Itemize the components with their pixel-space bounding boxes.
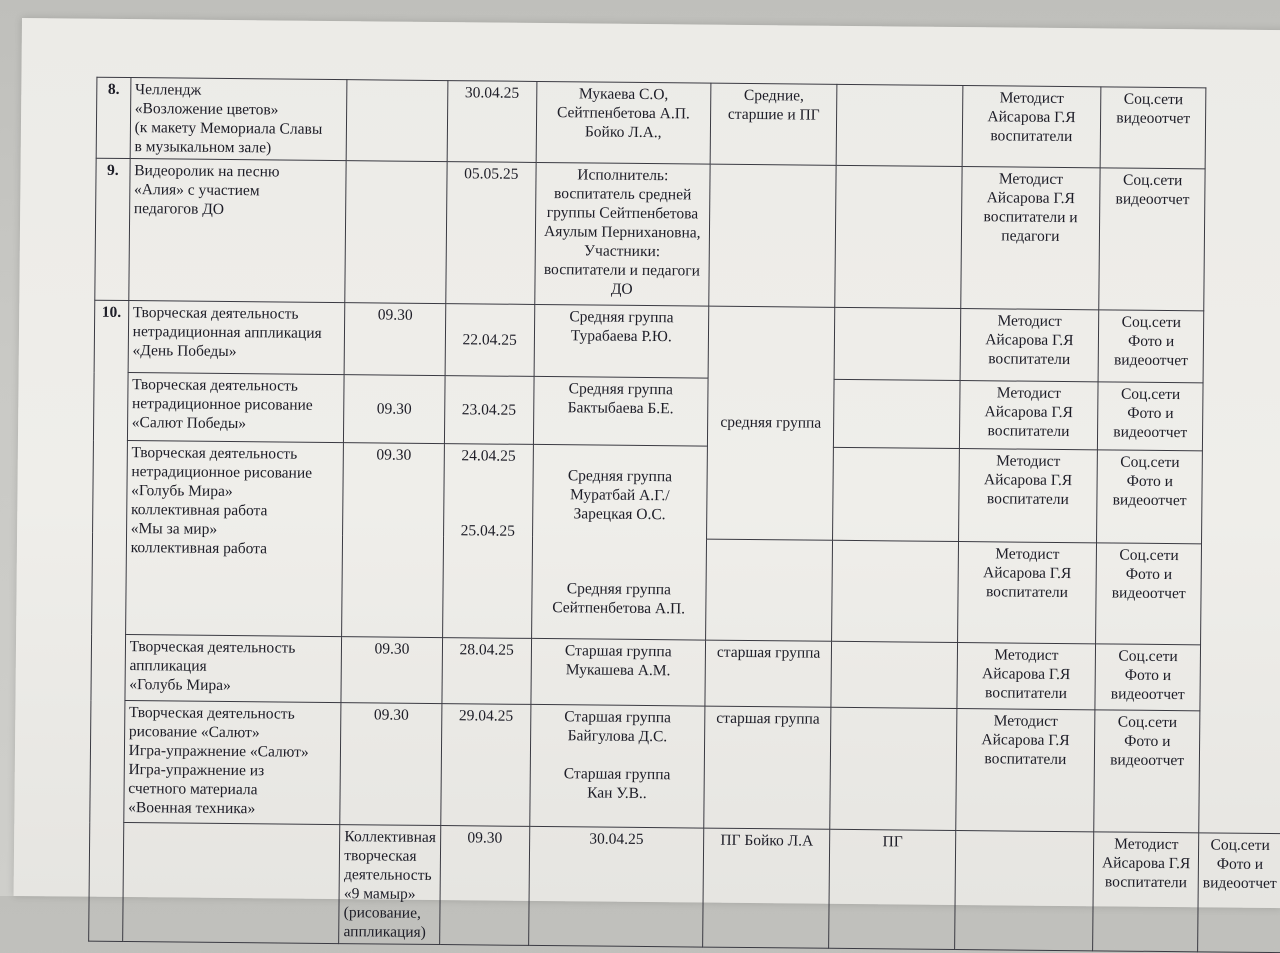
event-title: Видеоролик на песню «Алия» с участием педагогов ДО bbox=[129, 159, 347, 303]
event-group: средняя группа bbox=[707, 306, 836, 540]
event-report: Соц.сети Фото и видеоотчет bbox=[1096, 542, 1202, 644]
event-time: 09.30 bbox=[342, 443, 444, 638]
event-responsible: Средняя группа Бактыбаева Б.Е. bbox=[533, 376, 708, 446]
empty-cell bbox=[833, 447, 959, 541]
event-title: Челлендж «Возложение цветов» (к макету Мемориала Славы в музыкальном зале) bbox=[130, 78, 347, 161]
event-methodist: Методист Айсарова Г.Я воспитатели bbox=[1093, 832, 1199, 952]
event-time: 09.30 bbox=[439, 826, 529, 946]
event-report: Соц.сети Фото и видеоотчет bbox=[1097, 450, 1203, 544]
event-time: 09.30 bbox=[344, 375, 445, 444]
empty-cell bbox=[122, 823, 340, 944]
empty-group-cell bbox=[706, 539, 833, 642]
event-date: 30.04.25 bbox=[528, 826, 703, 947]
event-responsible: Средняя группа Муратбай А.Г./ Зарецкая О.С. bbox=[567, 467, 673, 524]
event-methodist: Методист Айсарова Г.Я воспитатели bbox=[958, 449, 1098, 543]
event-methodist: Методист Айсарова Г.Я воспитатели bbox=[957, 541, 1097, 644]
event-time: 09.30 bbox=[344, 303, 445, 376]
event-date: 29.04.25 bbox=[441, 704, 531, 827]
table-row bbox=[91, 634, 1280, 711]
event-dates bbox=[442, 444, 533, 639]
event-date-second: 25.04.25 bbox=[460, 522, 516, 540]
event-group bbox=[709, 164, 837, 307]
table-row bbox=[93, 372, 1280, 451]
event-date: 23.04.25 bbox=[444, 376, 534, 445]
event-responsible: Исполнитель: воспитатель средней группы Сейтпенбетова Аяулым Пернихановна, Участники: воспитатели и педагоги ДО bbox=[534, 162, 710, 306]
event-group: ПГ bbox=[829, 829, 955, 949]
event-report: Соц.сети Фото и видеоотчет bbox=[1094, 710, 1200, 833]
row-number: 9. bbox=[95, 158, 130, 300]
event-time bbox=[346, 80, 447, 162]
empty-cell bbox=[831, 641, 957, 708]
event-report: Соц.сети Фото и видеоотчет bbox=[1095, 644, 1200, 711]
empty-cell bbox=[834, 307, 960, 380]
event-date: 24.04.25 bbox=[461, 447, 516, 465]
event-methodist: Методист Айсарова Г.Я воспитатели bbox=[960, 309, 1099, 382]
event-report: Соц.сети Фото и видеоотчет bbox=[1098, 382, 1203, 451]
empty-cell bbox=[835, 165, 962, 308]
empty-cell bbox=[830, 707, 956, 830]
event-methodist: Методист Айсарова Г.Я воспитатели bbox=[959, 381, 1098, 450]
event-group: Средние, старшие и ПГ bbox=[710, 83, 837, 165]
event-date: 05.05.25 bbox=[446, 162, 536, 305]
event-report: Соц.сети видеоотчет bbox=[1100, 87, 1206, 169]
event-responsible: Старшая группа Байгулова Д.С. Старшая группа Кан У.В.. bbox=[529, 704, 704, 828]
event-methodist: Методист Айсарова Г.Я воспитатели bbox=[957, 643, 1096, 710]
row-number: 8. bbox=[96, 77, 130, 158]
event-time: 09.30 bbox=[340, 703, 442, 826]
event-title: Творческая деятельность аппликация «Голубь Мира» bbox=[125, 635, 342, 703]
event-responsible: ПГ Бойко Л.А bbox=[703, 828, 831, 948]
event-methodist: Методист Айсарова Г.Я воспитатели и педагоги bbox=[960, 167, 1100, 310]
event-responsible: Старшая группа Мукашева А.М. bbox=[531, 638, 706, 706]
table-row bbox=[89, 822, 1280, 952]
event-methodist: Методист Айсарова Г.Я воспитатели bbox=[962, 86, 1101, 168]
empty-cell bbox=[954, 830, 1094, 950]
event-responsible: Мукаева С.О, Сейтпенбетова А.П. Бойко Л.А., bbox=[536, 81, 711, 164]
document-page bbox=[14, 18, 1280, 941]
empty-cell bbox=[837, 84, 963, 166]
event-title: Коллективная творческая деятельность «9 мамыр» (рисование, аппликация) bbox=[339, 825, 441, 945]
event-methodist: Методист Айсарова Г.Я воспитатели bbox=[955, 709, 1095, 832]
event-title: Творческая деятельность нетрадиционное рисование «Салют Победы» bbox=[127, 373, 344, 443]
table-row bbox=[95, 158, 1280, 311]
table-row bbox=[93, 440, 1280, 544]
event-report: Соц.сети Фото и видеоотчет bbox=[1198, 833, 1280, 953]
event-title: Творческая деятельность нетрадиционное рисование «Голубь Мира» коллективная работа «Мы за мир» коллективная работа bbox=[125, 441, 343, 637]
event-time bbox=[345, 161, 447, 304]
row-number: 10. bbox=[89, 300, 129, 941]
event-title: Творческая деятельность нетрадиционная аппликация «День Победы» bbox=[128, 301, 345, 375]
table-row bbox=[94, 300, 1280, 383]
event-responsible: Средняя группа Турабаева Р.Ю. bbox=[534, 304, 709, 378]
empty-cell bbox=[832, 540, 958, 643]
event-date: 22.04.25 bbox=[445, 304, 535, 377]
event-group: старшая группа bbox=[704, 706, 832, 829]
event-responsible-group bbox=[531, 444, 707, 640]
event-report: Соц.сети видеоотчет bbox=[1099, 168, 1205, 311]
event-group: старшая группа bbox=[705, 640, 832, 707]
event-schedule-table bbox=[88, 77, 1280, 953]
empty-cell bbox=[834, 379, 960, 448]
event-date: 30.04.25 bbox=[447, 81, 537, 163]
event-date: 28.04.25 bbox=[442, 638, 532, 705]
event-title: Творческая деятельность рисование «Салют» Игра-упражнение «Салют» Игра-упражнение из счетного материала «Военная техника» bbox=[124, 701, 342, 825]
event-report: Соц.сети Фото и видеоотчет bbox=[1098, 310, 1203, 383]
table-row bbox=[96, 77, 1280, 169]
event-responsible-second: Средняя группа Сейтпенбетова А.П. bbox=[552, 580, 686, 618]
table-row bbox=[90, 700, 1280, 833]
event-time: 09.30 bbox=[341, 637, 442, 704]
